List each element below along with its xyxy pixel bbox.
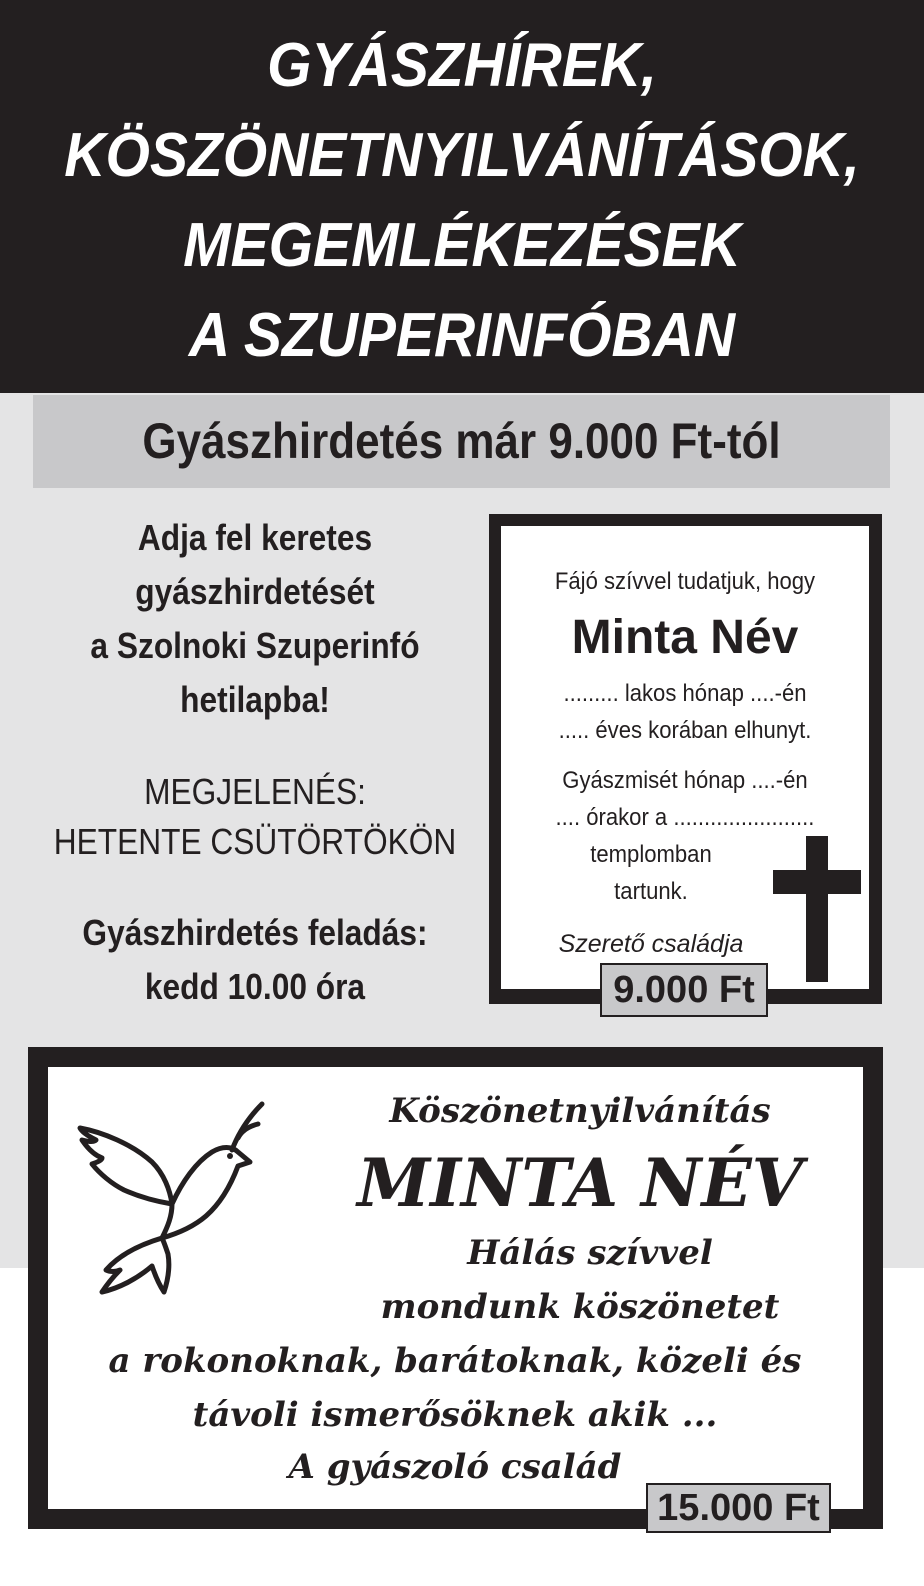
obituary-mass-line-4: tartunk. bbox=[614, 878, 688, 905]
obituary-mass-line-1: Gyászmisét hónap ....-én bbox=[562, 767, 808, 794]
obituary-name: Minta Név bbox=[571, 611, 799, 664]
promo-line-3: a Szolnoki Szuperinfó bbox=[90, 625, 420, 666]
header-title-line-2: KÖSZÖNETNYILVÁNÍTÁSOK, bbox=[64, 121, 860, 190]
header-title-line-1: GYÁSZHÍREK, bbox=[267, 31, 657, 100]
thanks-signature: A gyászoló család bbox=[288, 1447, 622, 1487]
thanks-line-4: távoli ismerősöknek akik ... bbox=[192, 1395, 718, 1435]
price-banner-text: Gyászhirdetés már 9.000 Ft-tól bbox=[142, 413, 781, 469]
thanks-line-3: a rokonoknak, barátoknak, közeli és bbox=[108, 1341, 802, 1381]
obituary-sample bbox=[501, 526, 869, 989]
thanks-line-1: Hálás szívvel bbox=[467, 1233, 713, 1273]
thanks-line-2: mondunk köszönetet bbox=[380, 1287, 780, 1327]
thanks-price-badge: 15.000 Ft bbox=[646, 1483, 831, 1533]
price-banner bbox=[33, 395, 890, 488]
appearance-line-1: MEGJELENÉS: bbox=[144, 771, 366, 812]
dove-icon bbox=[72, 1094, 267, 1304]
obituary-mass-line-3: templomban bbox=[590, 841, 712, 868]
header-banner bbox=[0, 0, 924, 393]
obituary-mass-line-2: .... órakor a ....................... bbox=[555, 804, 815, 831]
obituary-sample-frame bbox=[489, 514, 882, 1004]
deadline-line-1: Gyászhirdetés feladás: bbox=[82, 912, 428, 953]
obituary-price-badge: 9.000 Ft bbox=[600, 963, 768, 1017]
thanks-title: Köszönetnyilvánítás bbox=[389, 1091, 771, 1131]
thanks-name: MINTA NÉV bbox=[357, 1144, 803, 1222]
obituary-signature: Szerető családja bbox=[558, 930, 744, 958]
obituary-line-1: ......... lakos hónap ....-én bbox=[563, 680, 807, 707]
promo-line-2: gyászhirdetését bbox=[135, 571, 375, 612]
cross-icon bbox=[773, 836, 861, 982]
obituary-intro: Fájó szívvel tudatjuk, hogy bbox=[554, 568, 816, 595]
header-title-line-4: A SZUPERINFÓBAN bbox=[188, 301, 736, 370]
deadline-line-2: kedd 10.00 óra bbox=[144, 966, 366, 1007]
promo-line-1: Adja fel keretes bbox=[137, 517, 373, 558]
obituary-line-2: ..... éves korában elhunyt. bbox=[558, 717, 812, 744]
appearance-line-2: HETENTE CSÜTÖRTÖKÖN bbox=[53, 821, 457, 862]
promo-line-4: hetilapba! bbox=[180, 679, 330, 720]
header-title-line-3: MEGEMLÉKEZÉSEK bbox=[183, 211, 741, 280]
